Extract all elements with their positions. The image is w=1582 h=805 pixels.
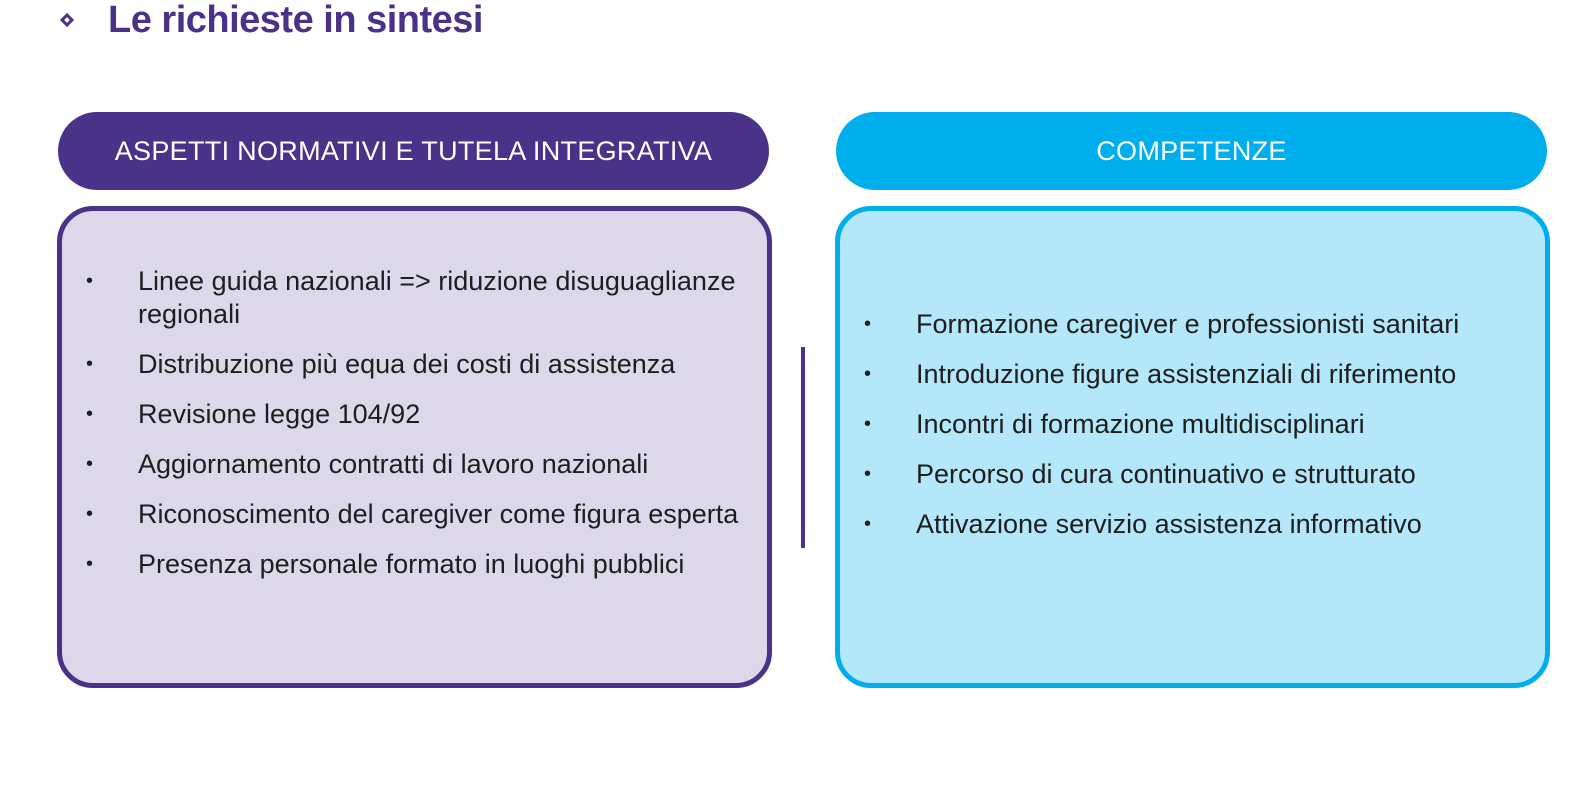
list-item: [62, 348, 767, 381]
list-item: [62, 448, 767, 481]
list-item-text: Formazione caregiver e professionisti sanitari: [916, 309, 1460, 339]
competenze-list: [840, 308, 1545, 558]
title-row: [58, 0, 483, 40]
panel-normative: [57, 206, 772, 688]
bullet-icon: •: [86, 353, 94, 375]
page-title: Le richieste in sintesi: [108, 0, 483, 41]
bullet-icon: •: [86, 403, 94, 425]
list-item: [840, 408, 1545, 441]
list-item: [840, 358, 1545, 391]
list-item: [62, 398, 767, 431]
normative-list: [62, 265, 767, 598]
list-item-text: Distribuzione più equa dei costi di assistenza: [138, 349, 676, 379]
bullet-icon: •: [86, 453, 94, 475]
bullet-icon: •: [864, 513, 872, 535]
list-item-text: Presenza personale formato in luoghi pubblici: [138, 549, 685, 579]
list-item: [840, 308, 1545, 341]
list-item: [62, 548, 767, 581]
list-item-text: Incontri di formazione multidisciplinari: [916, 409, 1365, 439]
list-item-text: Attivazione servizio assistenza informativo: [916, 509, 1422, 539]
header-competenze: COMPETENZE: [836, 112, 1547, 190]
vertical-divider: [801, 347, 805, 548]
bullet-icon: •: [864, 413, 872, 435]
bullet-icon: •: [86, 553, 94, 575]
diamond-icon: [60, 13, 74, 27]
list-item: [62, 265, 767, 331]
list-item-text: Riconoscimento del caregiver come figura esperta: [138, 499, 739, 529]
bullet-icon: •: [864, 463, 872, 485]
list-item: [62, 498, 767, 531]
bullet-icon: •: [864, 363, 872, 385]
list-item: [840, 458, 1545, 491]
bullet-icon: •: [86, 503, 94, 525]
list-item-text: Linee guida nazionali => riduzione disuguaglianze regionali: [138, 266, 736, 329]
list-item-text: Percorso di cura continuativo e strutturato: [916, 459, 1416, 489]
header-normative: ASPETTI NORMATIVI E TUTELA INTEGRATIVA: [58, 112, 769, 190]
list-item-text: Revisione legge 104/92: [138, 399, 421, 429]
bullet-icon: •: [86, 270, 94, 292]
bullet-icon: •: [864, 313, 872, 335]
list-item-text: Aggiornamento contratti di lavoro nazionali: [138, 449, 649, 479]
panel-competenze: [835, 206, 1550, 688]
list-item-text: Introduzione figure assistenziali di riferimento: [916, 359, 1457, 389]
list-item: [840, 508, 1545, 541]
